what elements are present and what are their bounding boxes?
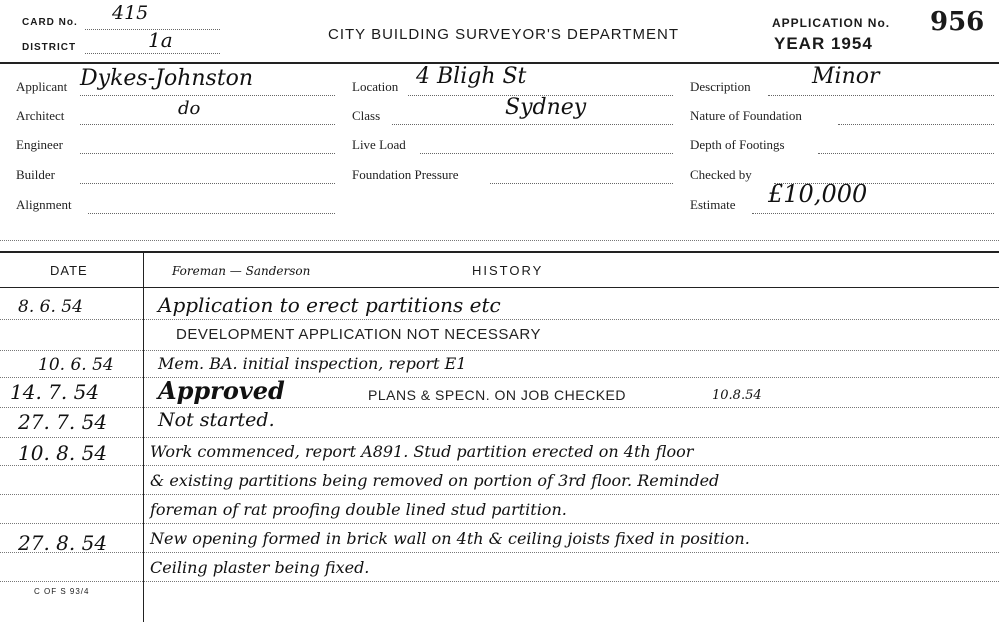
estimate-label: Estimate (690, 197, 736, 212)
year-label: YEAR 1954 (774, 34, 873, 53)
department-title: CITY BUILDING SURVEYOR'S DEPARTMENT (328, 26, 679, 43)
application-no-label: APPLICATION No. (772, 16, 891, 30)
plans-checked-date: 10.8.54 (712, 388, 762, 403)
history-date: 14. 7. 54 (10, 380, 100, 404)
history-date: 27. 8. 54 (18, 531, 108, 555)
plans-checked-stamp: PLANS & SPECN. ON JOB CHECKED (368, 387, 627, 403)
engineer-label: Engineer (16, 137, 63, 152)
builder-label: Builder (16, 167, 55, 182)
date-column-header: DATE (50, 263, 88, 278)
checked-by-label: Checked by (690, 167, 752, 182)
history-date: 27. 7. 54 (18, 410, 108, 434)
history-column-header: HISTORY (472, 263, 544, 278)
history-entry: New opening formed in brick wall on 4th & ceiling joists fixed in position. (150, 529, 750, 548)
applicant-label: Applicant (16, 79, 68, 94)
history-date: 10. 6. 54 (38, 355, 114, 375)
class-label: Class (352, 108, 381, 123)
location-value: 4 Bligh St (416, 64, 527, 89)
nature-of-foundation-label: Nature of Foundation (690, 108, 802, 123)
history-entry: Ceiling plaster being fixed. (150, 558, 370, 577)
applicant-value: Dykes-Johnston (80, 66, 254, 91)
history-date: 8. 6. 54 (18, 297, 83, 317)
history-date: 10. 8. 54 (18, 441, 108, 465)
description-label: Description (690, 79, 751, 94)
application-no-value: 956 (930, 7, 985, 37)
development-stamp: DEVELOPMENT APPLICATION NOT NECESSARY (176, 326, 541, 343)
location-label: Location (352, 79, 399, 94)
form-code: C OF S 93/4 (34, 587, 90, 596)
depth-of-footings-label: Depth of Footings (690, 137, 785, 152)
history-entry: & existing partitions being removed on portion of 3rd floor. Reminded (150, 471, 720, 490)
location-value-city: Sydney (505, 95, 587, 120)
foreman-note: Foreman — Sanderson (172, 264, 311, 278)
history-entry: Not started. (158, 409, 275, 431)
card-no-value: 415 (112, 2, 149, 24)
history-entry: foreman of rat proofing double lined stud partition. (150, 500, 567, 519)
history-entry: Work commenced, report A891. Stud partition erected on 4th floor (150, 442, 694, 461)
district-label: DISTRICT (22, 42, 77, 53)
history-entry: Mem. BA. initial inspection, report E1 (158, 354, 467, 373)
foundation-pressure-label: Foundation Pressure (352, 167, 459, 182)
district-value: 1a (148, 28, 173, 52)
description-value: Minor (812, 64, 880, 89)
architect-value: do (178, 98, 201, 119)
history-header-rule (0, 287, 999, 288)
approved-stamp: Approved (158, 376, 285, 405)
history-entry: Application to erect partitions etc (158, 293, 501, 317)
estimate-value: £10,000 (768, 180, 868, 208)
live-load-label: Live Load (352, 137, 406, 152)
fields-divider (0, 251, 999, 253)
architect-label: Architect (16, 108, 65, 123)
alignment-label: Alignment (16, 197, 72, 212)
card-no-label: CARD No. (22, 17, 78, 28)
